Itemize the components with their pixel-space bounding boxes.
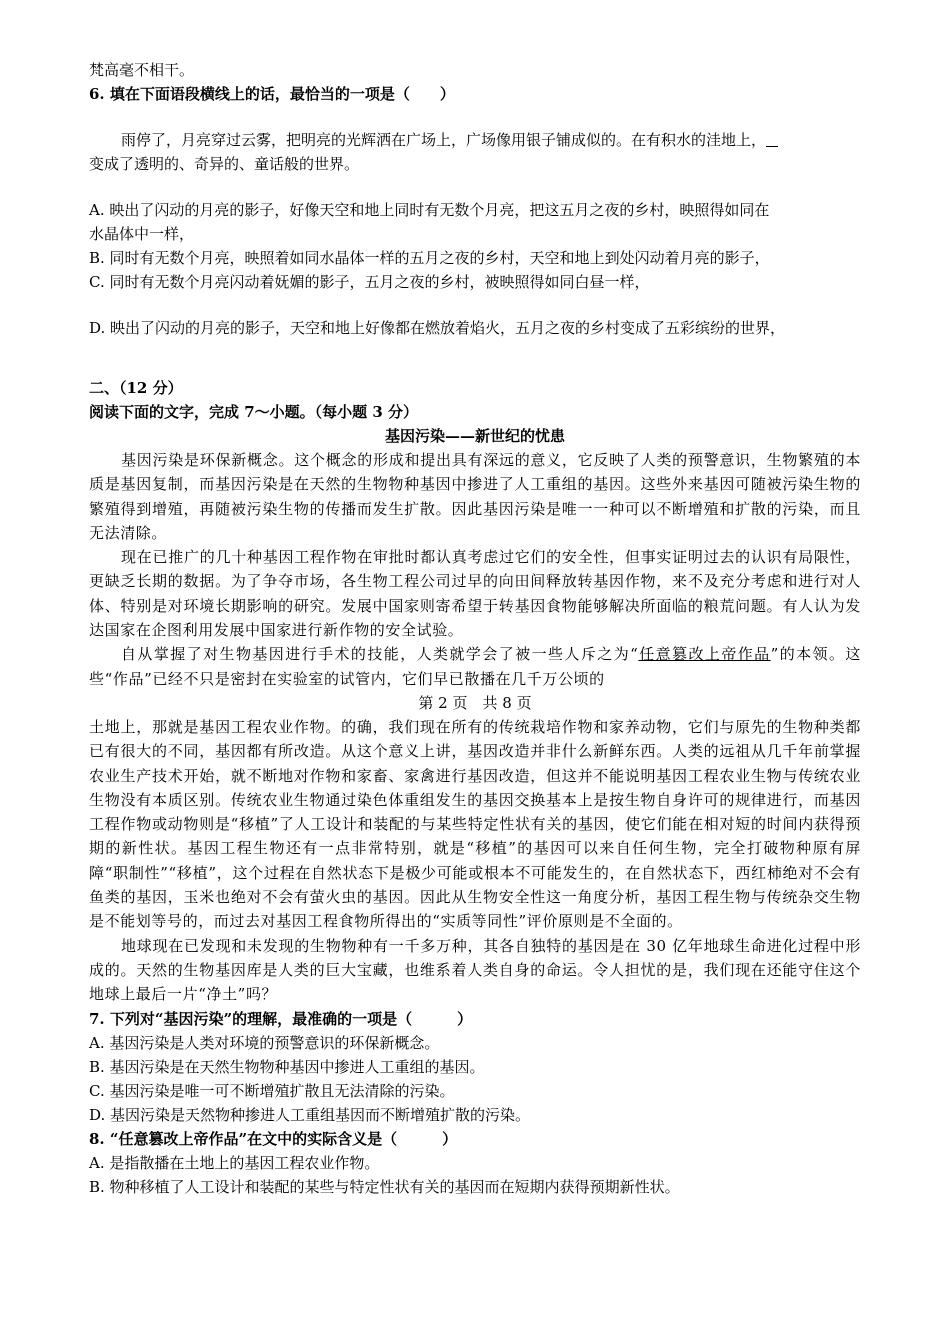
answer-blank [766,132,778,147]
q6-option-a-line1: A. 映出了闪动的月亮的影子，好像天空和地上同时有无数个月亮，把这五月之夜的乡村，映照得如同在 [89,201,770,219]
article-paragraph-2: 现在已推广的几十种基因工程作物在审批时都认真考虑过它们的安全性，但事实证明过去的认识有局限性，更缺乏长期的数据。为了争夺市场，各生物工程公司过早的向田间释放转基因作物，来不及充分考虑和进行对人体、特别是对环境长期影响的研究。发展中国家则寄希望于转基因食物能够解决所面临的粮荒问题。有人认为发达国家在企图利用发展中国家进行新作物的安全试验。 [89,548,861,640]
page-footer: 第 2 页 共 8 页 [418,693,532,712]
q8-stem: 8. “任意篡改上帝作品”在文中的实际含义是（ ） [89,1129,458,1148]
underlined-phrase: 任意篡改上帝作品 [638,645,771,664]
q7-option-a: A. 基因污染是人类对环境的预警意识的环保新概念。 [89,1033,440,1052]
article-paragraph-3 [89,642,861,691]
article-paragraph-3-continued: 土地上，那就是基因工程农业作物。的确，我们现在所有的传统栽培作物和家养动物，它们与原先的生物种类都已有很大的不同，基因都有所改造。从这个意义上讲，基因改造并非什么新鲜东西。人类的远祖从几千年前掌握农业生产技术开始，就不断地对作物和家畜、家禽进行基因改造，但这并不能说明基因工程农业生物与传统农业生物没有本质区别。传统农业生物通过染色体重组发生的基因交换基本上是按生物自身许可的规律进行，而基因工程作物或动物则是“移植”了人工设计和装配的与某些特定性状有关的基因，使它们能在相对短的时间内获得预期的新性状。基因工程生物还有一点非常特别，就是“移植”的基因可以来自任何生物，完全打破物种原有屏障“职制性”“移植”，这个过程在自然状态下是极少可能或根本不可能发生的，在自然状态下，西红柿绝对不会有鱼类的基因，玉米也绝对不会有萤火虫的基因。因此从生物安全性这一角度分析，基因工程生物与传统杂交生物是不能划等号的，而过去对基因工程食物所得出的“实质等同性”评价原则是不全面的。 [89,717,861,931]
article-body-part2 [89,715,861,1007]
q7-option-d: D. 基因污染是天然物种掺进人工重组基因而不断增殖扩散的污染。 [89,1105,531,1124]
q6-passage-line2: 变成了透明的、奇异的、童话般的世界。 [89,155,360,173]
q7-option-c: C. 基因污染是唯一可不断增殖扩散且无法清除的污染。 [89,1081,455,1100]
q6-stem: 6. 填在下面语段横线上的话，最恰当的一项是（ ） [89,85,455,103]
q6-passage-line1 [89,128,861,152]
article-paragraph-4: 地球现在已发现和未发现的生物物种有一千多万种，其各自独特的基因是在 30 亿年地球生命进化过程中形成的。天然的生物基因库是人类的巨大宝藏，也维系着人类自身的命运。令人担忧的是，我们现在还能守住这个地球上最后一片“净土”吗？ [89,936,861,1004]
section2-instruction: 阅读下面的文字，完成 7～小题。（每小题 3 分） [89,403,419,421]
q6-passage-text: 雨停了，月亮穿过云雾，把明亮的光辉洒在广场上，广场像用银子铺成似的。在有积水的洼地上， [121,131,767,149]
q7-option-b: B. 基因污染是在天然生物物种基因中掺进人工重组的基因。 [89,1057,485,1076]
q8-option-b: B. 物种移植了人工设计和装配的某些与特定性状有关的基因而在短期内获得预期新性状。 [89,1177,680,1196]
q6-option-a-line2: 水晶体中一样， [89,225,195,243]
q6-option-d: D. 映出了闪动的月亮的影子，天空和地上好像都在燃放着焰火，五月之夜的乡村变成了五彩缤纷的世界， [89,319,786,337]
article-paragraph-1: 基因污染是环保新概念。这个概念的形成和提出具有深远的意义，它反映了人类的预警意识，生物繁殖的本质是基因复制，而基因污染是在天然的生物物种基因中掺进了人工重组的基因。这些外来基因可随被污染生物的繁殖得到增殖，再随被污染生物的传播而发生扩散。因此基因污染是唯一一种可以不断增殖和扩散的污染，而且无法清除。 [89,451,861,542]
article-paragraph-3-rest: ”的本领。这些“作品”已经不只是密封在实验室的试管内，它们早已散播在几千万公顷的 [89,645,861,688]
q8-option-a: A. 是指散播在土地上的基因工程农业作物。 [89,1153,380,1172]
exam-page [89,58,861,1199]
q5-tail-text: 梵高毫不相干。 [89,61,195,79]
article-title: 基因污染——新世纪的忧患 [384,427,565,445]
q6-option-b: B. 同时有无数个月亮，映照着如同水晶体一样的五月之夜的乡村，天空和地上到处闪动着月亮的影子， [89,249,770,267]
article-paragraph-3-start: 自从掌握了对生物基因进行手术的技能，人类就学会了被一些人斥之为“ [121,645,639,664]
article-body-part1 [89,448,861,691]
section2-heading: 二、（12 分） [89,379,183,397]
q7-stem: 7. 下列对“基因污染”的理解，最准确的一项是（ ） [89,1009,473,1028]
q6-option-c: C. 同时有无数个月亮闪动着妩媚的影子，五月之夜的乡村，被映照得如同白昼一样， [89,273,650,291]
